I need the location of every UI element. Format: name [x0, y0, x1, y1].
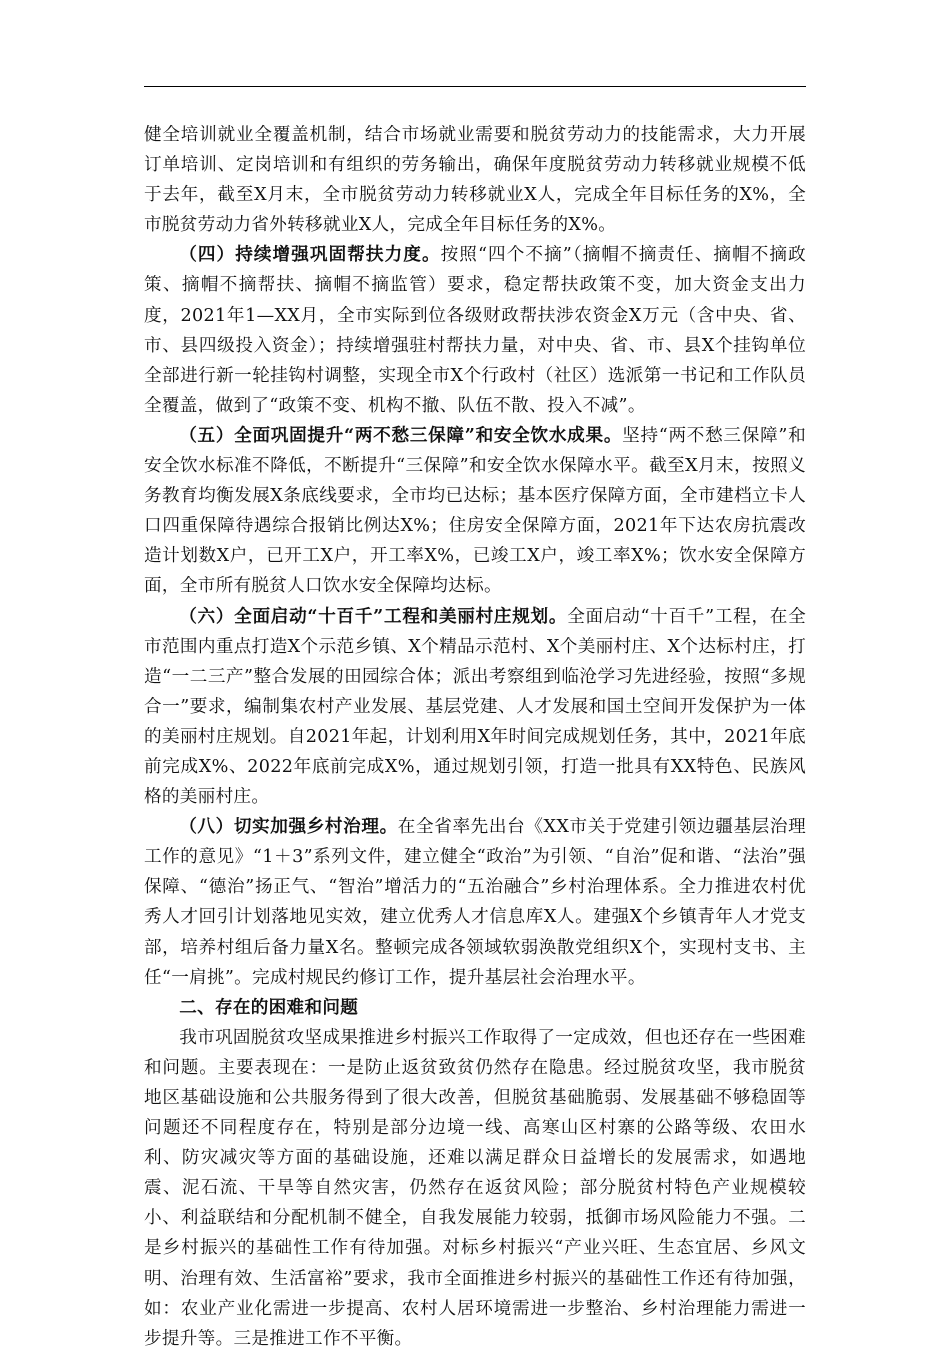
paragraph-text: 在全省率先出台《XX市关于党建引领边疆基层治理工作的意见》“1＋3”系列文件，建立健全“政治”为引领、“自治”促和谐、“法治”强保障、“德治”扬正气、“智治”增活力的“五治融合”乡村治理体系。全力推进农村优秀人才回引计划落地见实效，建立优秀人才信息库X人。建强X个乡镇青年人才党支部，培养村组后备力量X名。整顿完成各领域软弱涣散党组织X个，实现村支书、主任“一肩挑”。完成村规民约修订工作，提升基层社会治理水平。	[144, 817, 806, 988]
paragraph-text: 我市巩固脱贫攻坚成果推进乡村振兴工作取得了一定成效，但也还存在一些困难和问题。主要表现在：一是防止返贫致贫仍然存在隐患。经过脱贫攻坚，我市脱贫地区基础设施和公共服务得到了很大改善，但脱贫基础脆弱、发展基础不够稳固等问题还不同程度存在，特别是部分边境一线、高寒山区村寨的公路等级、农田水利、防灾减灾等方面的基础设施，还难以满足群众日益增长的发展需求，如遇地震、泥石流、干旱等自然灾害，仍然存在返贫风险；部分脱贫村特色产业规模较小、利益联结和分配机制不健全，自我发展能力较弱，抵御市场风险能力不强。二是乡村振兴的基础性工作有待加强。对标乡村振兴“产业兴旺、生态宜居、乡风文明、治理有效、生活富裕”要求，我市全面推进乡村振兴的基础性工作还有待加强，如：农业产业化需进一步提高、农村人居环境需进一步整治、乡村治理能力需进一步提升等。三是推进工作不平衡。	[144, 1027, 806, 1349]
paragraph-governance	[144, 812, 806, 993]
paragraph-heading: （八）切实加强乡村治理。	[179, 816, 398, 838]
section-title: 二、存在的困难和问题	[179, 996, 359, 1018]
header-rule	[144, 86, 806, 87]
paragraph-text: 坚持“两不愁三保障”和安全饮水标准不降低，不断提升“三保障”和安全饮水保障水平。截至X月末，按照义务教育均衡发展X条底线要求，全市均已达标；基本医疗保障方面，全市建档立卡人口四重保障待遇综合报销比例达X%；住房安全保障方面，2021年下达农房抗震改造计划数X户，已开工X户，开工率X%，已竣工X户，竣工率X%；饮水安全保障方面，全市所有脱贫人口饮水安全保障均达标。	[144, 425, 806, 597]
paragraph-heading: （四）持续增强巩固帮扶力度。	[179, 244, 441, 266]
paragraph-guarantees	[144, 421, 806, 602]
paragraph-support	[144, 240, 806, 421]
paragraph-heading: （五）全面巩固提升“两不愁三保障”和安全饮水成果。	[179, 424, 623, 446]
paragraph-text: 按照“四个不摘”（摘帽不摘责任、摘帽不摘政策、摘帽不摘帮扶、摘帽不摘监管）要求，稳定帮扶政策不变，加大资金支出力度，2021年1—XX月，全市实际到位各级财政帮扶涉农资金X万元（含中央、省、市、县四级投入资金）；持续增强驻村帮扶力量，对中央、省、市、县X个挂钩单位全部进行新一轮挂钩村调整，实现全市X个行政村（社区）选派第一书记和工作队员全覆盖，做到了“政策不变、机构不撤、队伍不散、投入不减”。	[144, 245, 806, 416]
paragraph-problems	[144, 1023, 806, 1354]
document-body	[144, 120, 806, 1354]
paragraph-employment	[144, 120, 806, 240]
paragraph-text: 健全培训就业全覆盖机制，结合市场就业需要和脱贫劳动力的技能需求，大力开展订单培训、定岗培训和有组织的劳务输出，确保年度脱贫劳动力转移就业规模不低于去年，截至X月末，全市脱贫劳动力转移就业X人，完成全年目标任务的X%，全市脱贫劳动力省外转移就业X人，完成全年目标任务的X%。	[144, 125, 806, 236]
paragraph-heading: （六）全面启动“十百千”工程和美丽村庄规划。	[179, 605, 568, 627]
paragraph-village-planning	[144, 602, 806, 813]
section-heading-problems	[144, 993, 806, 1023]
paragraph-text: 全面启动“十百千”工程，在全市范围内重点打造X个示范乡镇、X个精品示范村、X个美丽村庄、X个达标村庄，打造“一二三产”整合发展的田园综合体；派出考察组到临沧学习先进经验，按照“多规合一”要求，编制集农村产业发展、基层党建、人才发展和国土空间开发保护为一体的美丽村庄规划。自2021年起，计划利用X年时间完成规划任务，其中，2021年底前完成X%、2022年底前完成X%，通过规划引领，打造一批具有XX特色、民族风格的美丽村庄。	[144, 606, 806, 808]
